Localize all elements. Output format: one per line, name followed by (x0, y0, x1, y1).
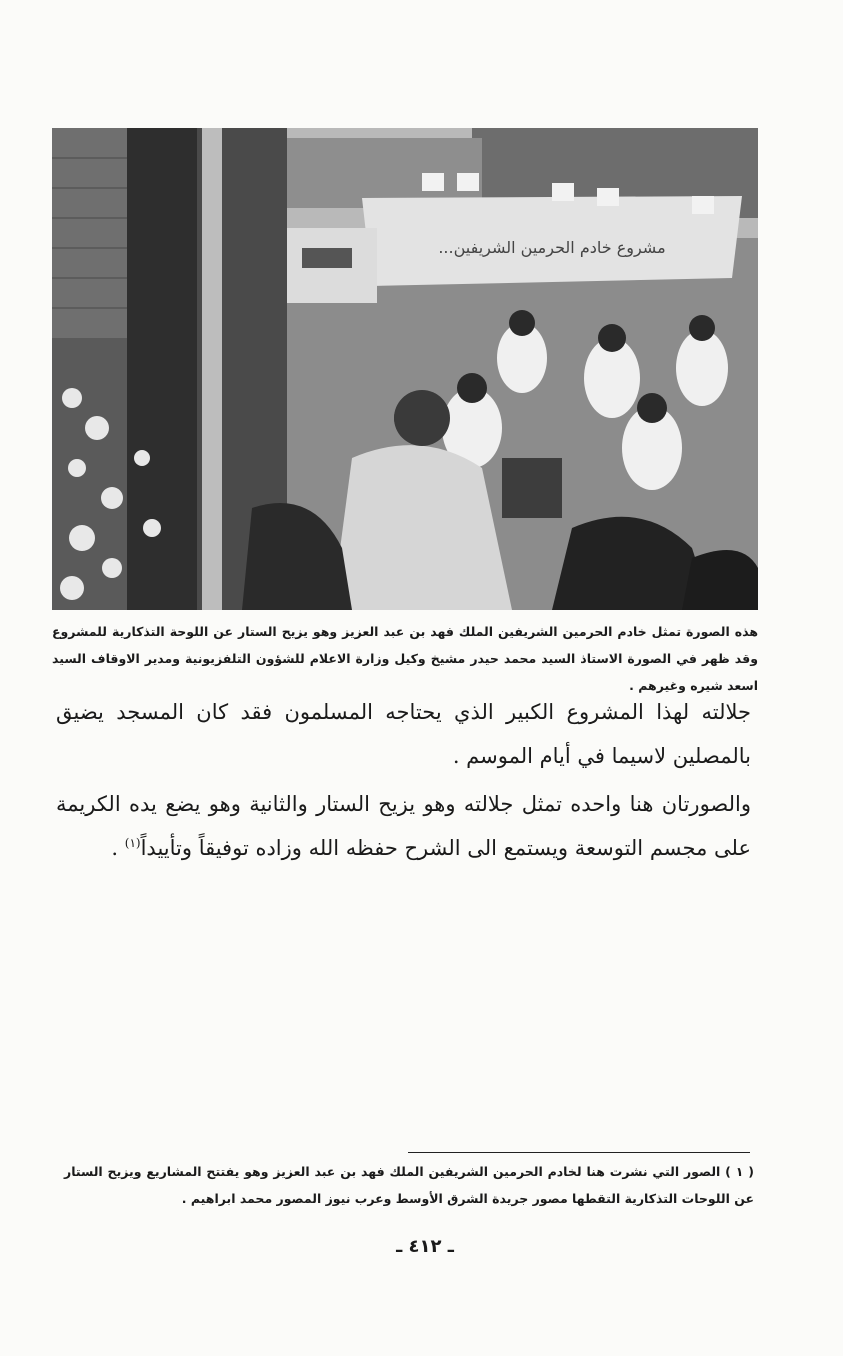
footnote-separator (408, 1152, 750, 1153)
paragraph-2 (56, 782, 751, 870)
paragraph-2-text: والصورتان هنا واحده تمثل جلالته وهو يزيح الستار والثانية وهو يضع يده الكريمة على مجسم التوسعة ويستمع الى الشرح حفظه الله وزاده توفيقاً وتأييداً (56, 792, 751, 860)
ceremony-photo-image (52, 128, 758, 610)
footnote-marker: (١) (124, 836, 141, 850)
body-text (56, 690, 751, 870)
banner-text: ...مشروع خادم الحرمين الشريفين (438, 238, 666, 257)
ceremony-photo (52, 128, 758, 610)
paragraph-1: جلالته لهذا المشروع الكبير الذي يحتاجه المسلمون فقد كان المسجد يضيق بالمصلين لاسيما في أيام الموسم . (56, 700, 751, 768)
page-number: ـ ٤١٢ ـ (396, 1236, 454, 1257)
photo-caption: هذه الصورة تمثل خادم الحرمين الشريفين الملك فهد بن عبد العزيز وهو يزيح الستار عن اللوحة التذكارية للمشروع وقد ظهر في الصورة الاستاذ السيد محمد حيدر مشيخ وكيل وزارة الاعلام للشؤون التلفزيونية ومدير الاوقاف السيد اسعد شيره وغيرهم . (52, 624, 758, 693)
footnote: ( ١ ) الصور التي نشرت هنا لخادم الحرمين الشريفين الملك فهد بن عبد العزيز وهو يفتتح المشاريع ويزيح الستار عن اللوحات التذكارية التقطها مصور جريدة الشرق الأوسط وعرب نيوز المصور محمد ابراهيم . (64, 1164, 754, 1206)
paragraph-2-end: . (111, 836, 125, 860)
